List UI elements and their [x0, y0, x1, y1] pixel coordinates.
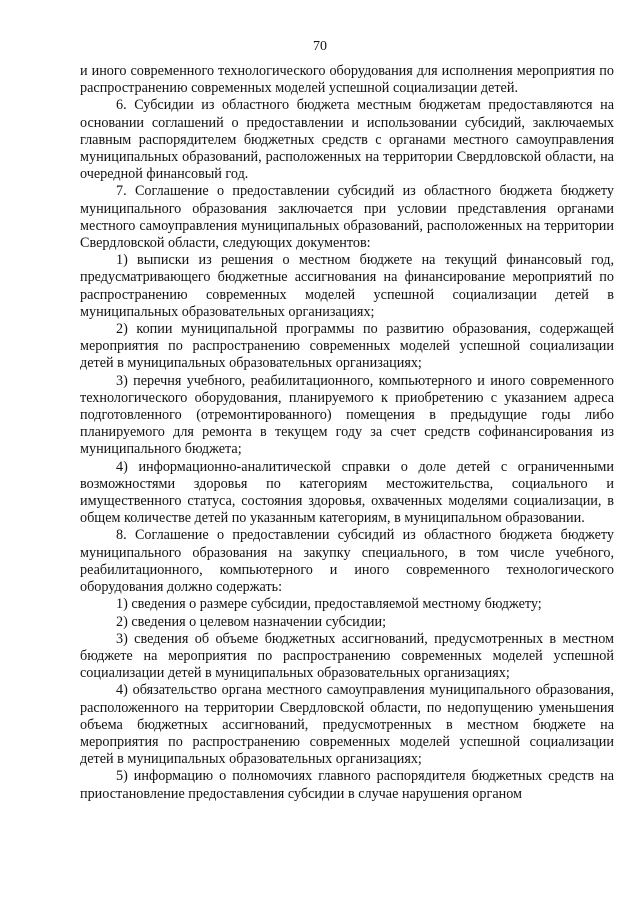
paragraph-8-sub-1: 1) сведения о размере субсидии, предоставляемой местному бюджету;: [116, 596, 542, 613]
paragraph-8-sub-4: 4) обязательство органа местного самоуправления муниципального образования, расположенного на территории Свердловской области, по недопущению уменьшения объема бюджетных ассигнований, предусмотренных в местном бюджете на мероприятия по распространению современных моделей успешной социализации детей в муниципальных образовательных организациях;: [80, 682, 614, 768]
paragraph-continuation: и иного современного технологического оборудования для исполнения мероприятия по распространению современных моделей успешной социализации детей.: [80, 63, 614, 97]
paragraph-item-6: 6. Субсидии из областного бюджета местным бюджетам предоставляются на основании соглашений о предоставлении и использовании субсидий, заключаемых главным распорядителем бюджетных средств с органами местного самоуправления муниципальных образований, расположенных на территории Свердловской области, на очередной финансовый год.: [80, 97, 614, 183]
paragraph-7-sub-3: 3) перечня учебного, реабилитационного, компьютерного и иного современного технологического оборудования, планируемого к приобретению с указанием адреса подготовленного (отремонтированного) помещения в предыдущие годы либо планируемого для ремонта в текущем году за счет средств софинансирования из муниципального бюджета;: [80, 372, 614, 458]
paragraph-8-sub-2: 2) сведения о целевом назначении субсидии;: [116, 613, 387, 630]
paragraph-7-sub-2: 2) копии муниципальной программы по развитию образования, содержащей мероприятия по распространению современных моделей успешной социализации детей в муниципальных образовательных организациях;: [80, 321, 614, 372]
paragraph-item-7: 7. Соглашение о предоставлении субсидий из областного бюджета бюджету муниципального образования заключается при условии представления органами местного самоуправления муниципальных образований, расположенных на территории Свердловской области, следующих документов:: [80, 183, 614, 252]
document-body: [80, 63, 614, 803]
paragraph-item-8: 8. Соглашение о предоставлении субсидий из областного бюджета бюджету муниципального образования на закупку специального, в том числе учебного, реабилитационного, компьютерного и иного современного технологического оборудования должно содержать:: [80, 527, 614, 596]
page-number: 70: [313, 39, 327, 54]
paragraph-7-sub-4: 4) информационно-аналитической справки о доле детей с ограниченными возможностями здоровья по категориям местожительства, социального и имущественного статуса, состояния здоровья, охваченных моделями социализации, в общем количестве детей по указанным категориям, в муниципальном образовании.: [80, 458, 614, 527]
paragraph-8-sub-5: 5) информацию о полномочиях главного распорядителя бюджетных средств на приостановление предоставления субсидии в случае нарушения органом: [80, 768, 614, 802]
paragraph-8-sub-3: 3) сведения об объеме бюджетных ассигнований, предусмотренных в местном бюджете на мероприятия по распространению современных моделей успешной социализации детей в муниципальных образовательных организациях;: [80, 630, 614, 682]
paragraph-7-sub-1: 1) выписки из решения о местном бюджете на текущий финансовый год, предусматривающего бюджетные ассигнования на финансирование мероприятий по распространению современных моделей успешной социализации детей в муниципальных образовательных организациях;: [80, 252, 614, 320]
